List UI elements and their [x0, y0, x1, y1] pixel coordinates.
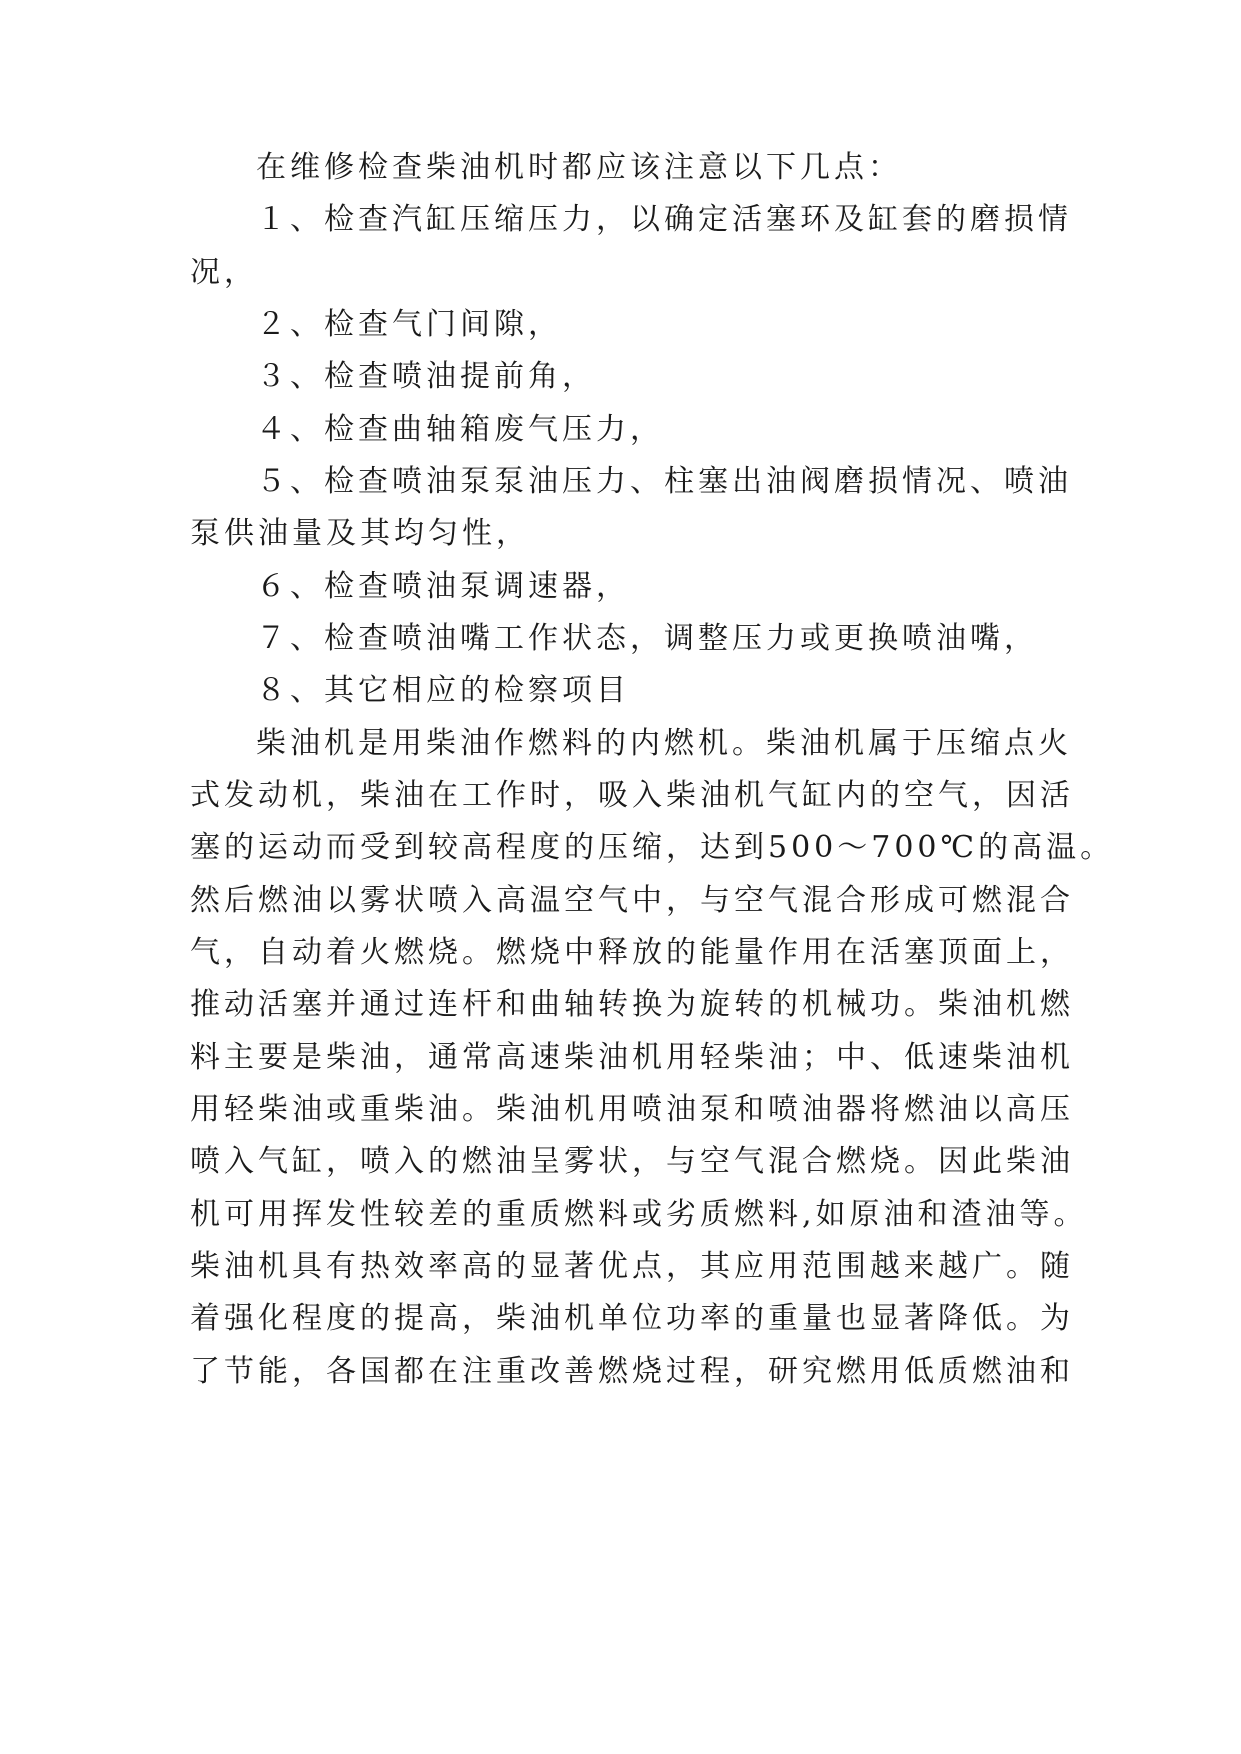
paragraph-line-1: 柴油机是用柴油作燃料的内燃机。柴油机属于压缩点火	[256, 726, 1072, 761]
list-item-3: ３、检查喷油提前角，	[256, 359, 596, 394]
paragraph-line-11: 柴油机具有热效率高的显著优点，其应用范围越来越广。随	[190, 1249, 1074, 1284]
paragraph-line-13: 了节能，各国都在注重改善燃烧过程，研究燃用低质燃油和	[190, 1354, 1074, 1389]
list-item-2: ２、检查气门间隙，	[256, 307, 562, 342]
list-item-4: ４、检查曲轴箱废气压力，	[256, 412, 664, 447]
list-item-5-line-2: 泵供油量及其均匀性，	[190, 516, 530, 551]
list-item-1-line-1: １、检查汽缸压缩压力，以确定活塞环及缸套的磨损情	[256, 202, 1072, 237]
list-item-6: ６、检查喷油泵调速器，	[256, 569, 630, 604]
paragraph-line-9: 喷入气缸，喷入的燃油呈雾状，与空气混合燃烧。因此柴油	[190, 1144, 1074, 1179]
paragraph-line-3: 塞的运动而受到较高程度的压缩，达到500～700℃的高温。	[190, 830, 1115, 865]
list-item-7: ７、检查喷油嘴工作状态，调整压力或更换喷油嘴，	[256, 621, 1038, 656]
list-item-1-line-2: 况，	[190, 255, 258, 290]
paragraph-line-7: 料主要是柴油，通常高速柴油机用轻柴油；中、低速柴油机	[190, 1040, 1074, 1075]
intro-line: 在维修检查柴油机时都应该注意以下几点：	[256, 150, 902, 185]
list-item-5-line-1: ５、检查喷油泵泵油压力、柱塞出油阀磨损情况、喷油	[256, 464, 1072, 499]
paragraph-line-5: 气，自动着火燃烧。燃烧中释放的能量作用在活塞顶面上，	[190, 935, 1074, 970]
paragraph-line-12: 着强化程度的提高，柴油机单位功率的重量也显著降低。为	[190, 1301, 1074, 1336]
list-item-8: ８、其它相应的检察项目	[256, 673, 630, 708]
paragraph-line-2: 式发动机，柴油在工作时，吸入柴油机气缸内的空气，因活	[190, 778, 1074, 813]
paragraph-line-4: 然后燃油以雾状喷入高温空气中，与空气混合形成可燃混合	[190, 883, 1074, 918]
paragraph-line-6: 推动活塞并通过连杆和曲轴转换为旋转的机械功。柴油机燃	[190, 987, 1074, 1022]
paragraph-line-8: 用轻柴油或重柴油。柴油机用喷油泵和喷油器将燃油以高压	[190, 1092, 1074, 1127]
paragraph-line-10: 机可用挥发性较差的重质燃料或劣质燃料,如原油和渣油等。	[190, 1197, 1088, 1232]
